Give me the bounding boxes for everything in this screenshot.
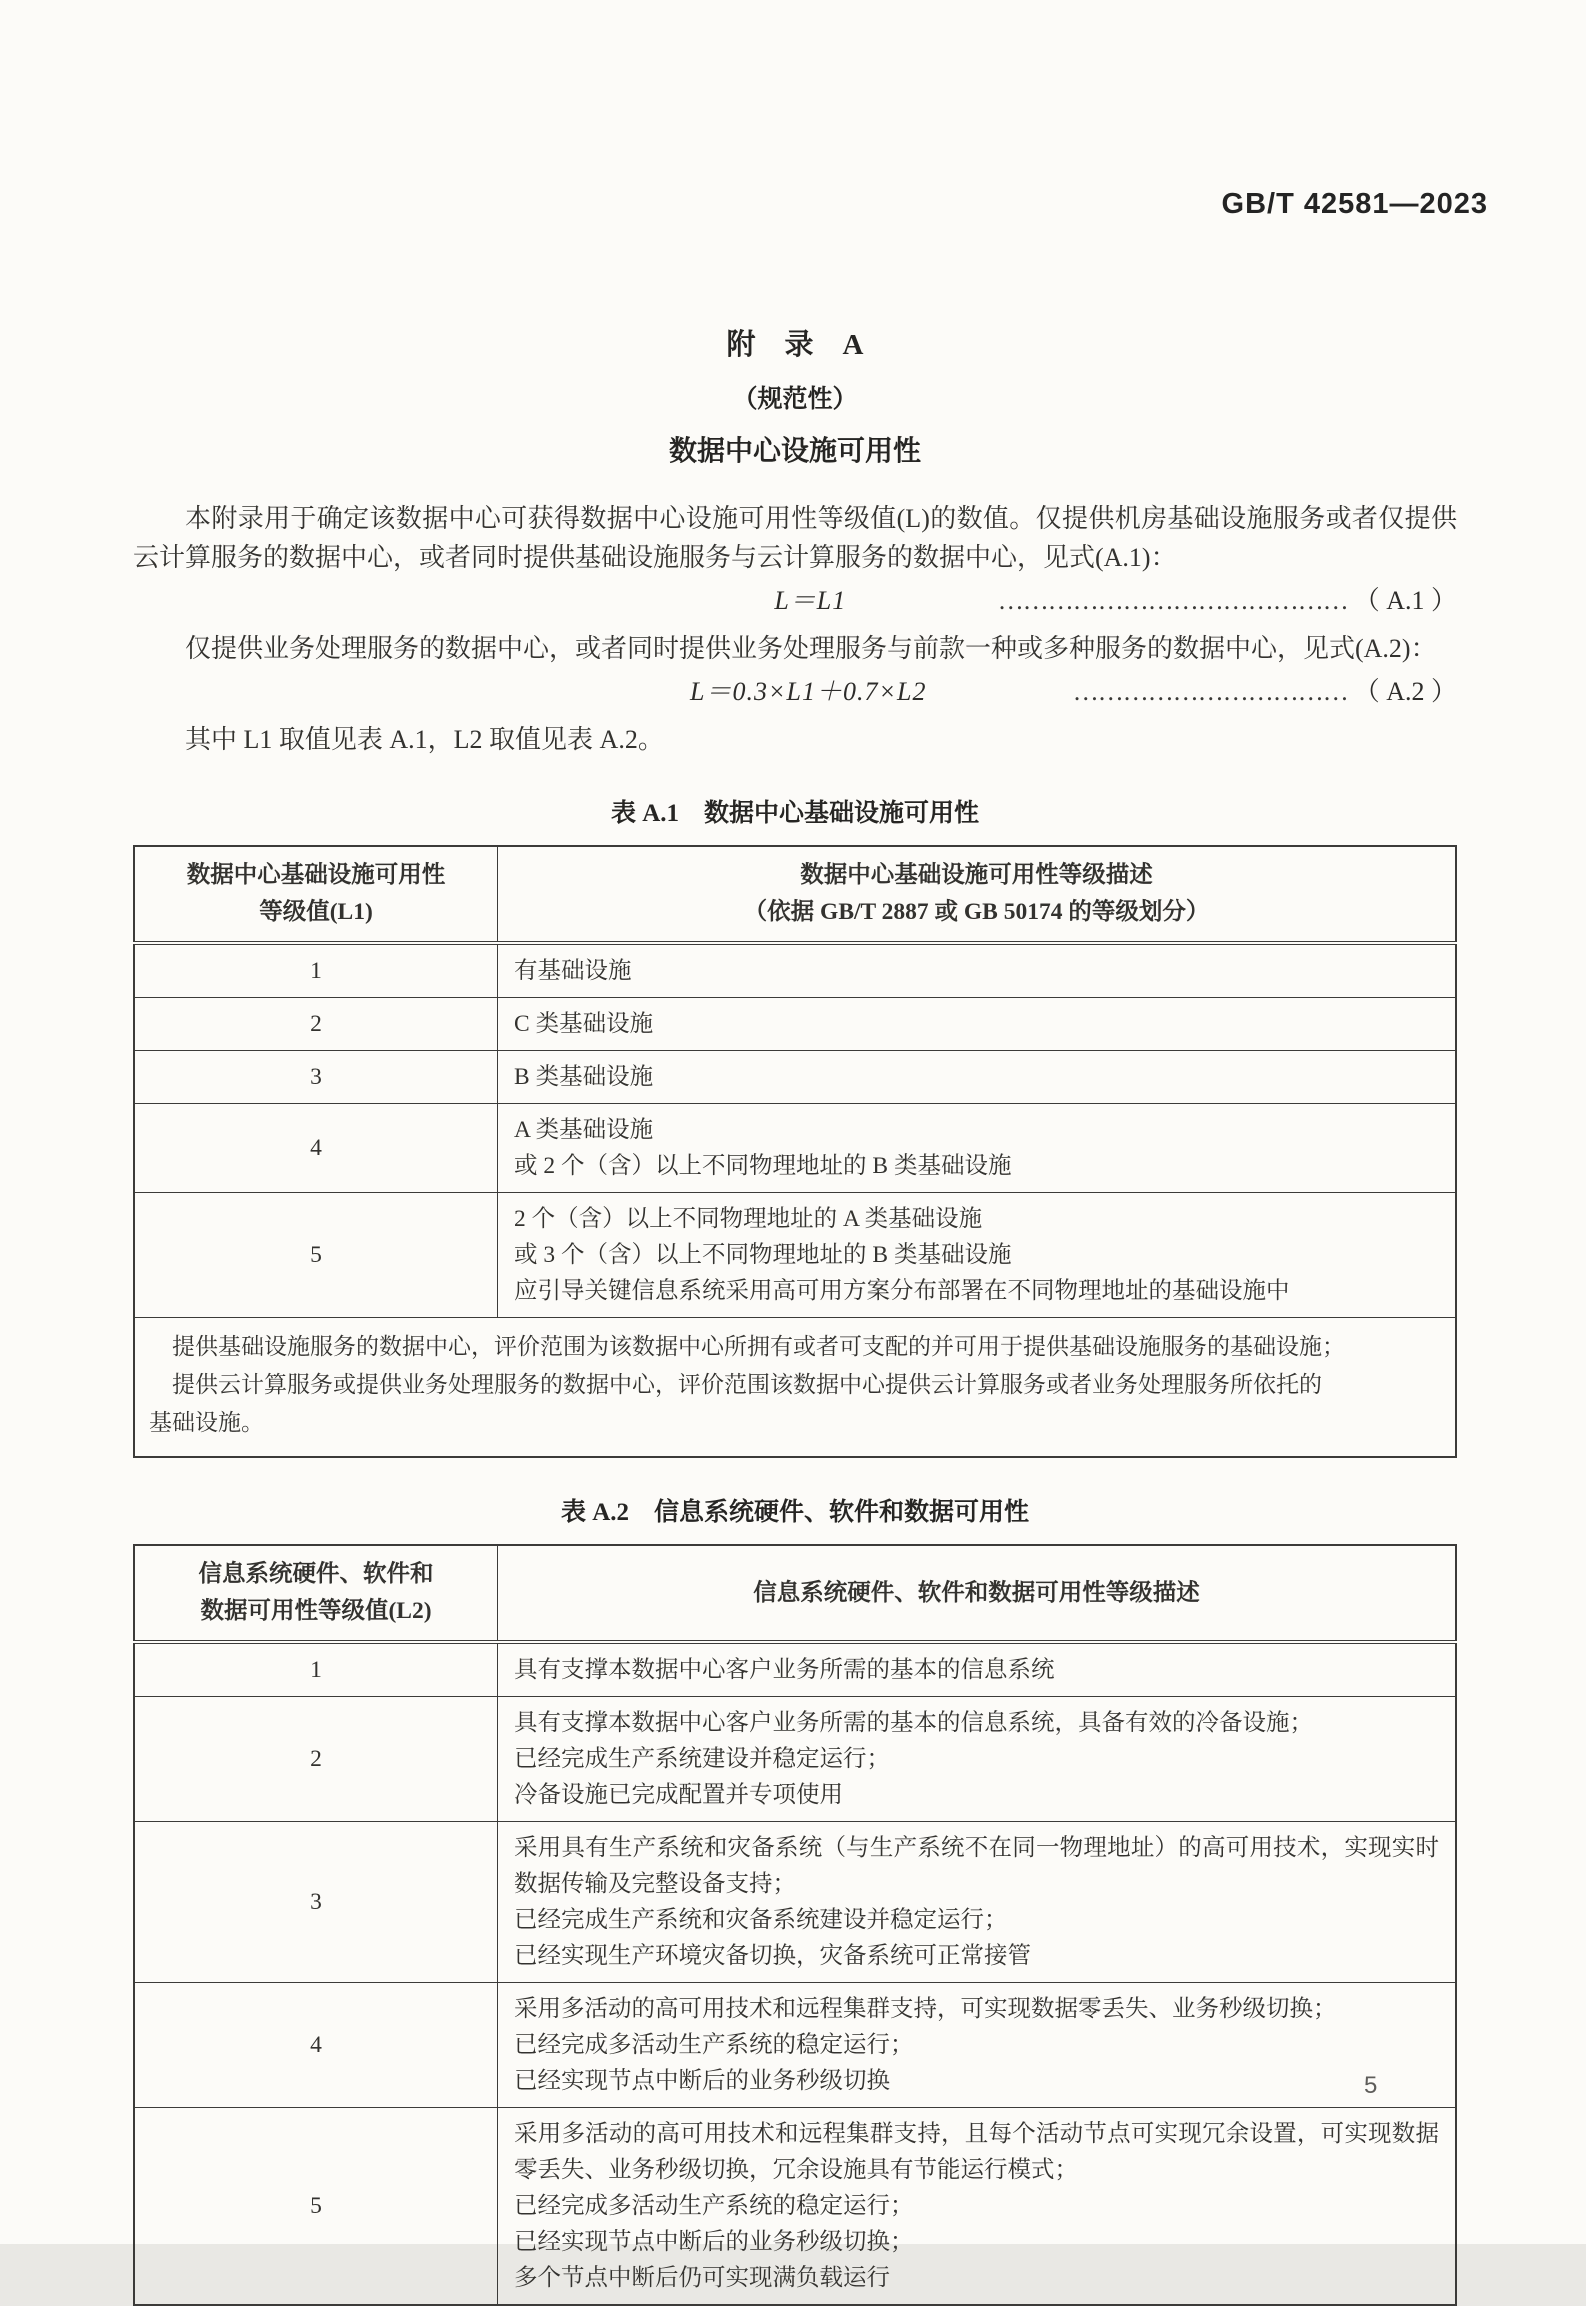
description-line: 具有支撑本数据中心客户业务所需的基本的信息系统 bbox=[514, 1657, 1055, 1683]
description-line: 采用多活动的高可用技术和远程集群支持，且每个活动节点可实现冗余设置，可实现数据零丢失、业务秒级切换，冗余设施具有节能运行模式； bbox=[514, 2121, 1439, 2183]
table-a2 bbox=[133, 1544, 1457, 2306]
description-line: 已经实现节点中断后的业务秒级切换 bbox=[514, 2068, 891, 2094]
description-line: 多个节点中断后仍可实现满负载运行 bbox=[514, 2265, 891, 2291]
formula-a2-expression: L＝0.3×L1＋0.7×L2 bbox=[690, 677, 927, 706]
description-line: 有基础设施 bbox=[514, 958, 632, 984]
table-a1-caption: 表 A.1 数据中心基础设施可用性 bbox=[610, 800, 980, 827]
description-line: 已经实现生产环境灾备切换，灾备系统可正常接管 bbox=[514, 1943, 1032, 1969]
level-description bbox=[498, 943, 1456, 998]
description-line: B 类基础设施 bbox=[514, 1064, 654, 1090]
description-line: 具有支撑本数据中心客户业务所需的基本的信息系统，具备有效的冷备设施； bbox=[514, 1710, 1314, 1736]
table-a1-col2-header bbox=[498, 846, 1456, 943]
level-description bbox=[498, 1193, 1456, 1318]
description-line: 已经完成生产系统和灾备系统建设并稳定运行； bbox=[514, 1907, 1008, 1933]
level-description bbox=[498, 2108, 1456, 2306]
formula-a1-expression: L＝L1 bbox=[774, 586, 847, 615]
level-description bbox=[498, 1642, 1456, 1697]
table-a1-footnote-row bbox=[134, 1318, 1456, 1458]
formula-a1-label: （ A.1 ） bbox=[1353, 586, 1457, 615]
header-line: 数据中心基础设施可用性等级描述 bbox=[800, 862, 1153, 888]
formula-a2 bbox=[133, 670, 1457, 714]
description-line: A 类基础设施 bbox=[514, 1117, 654, 1143]
table-row bbox=[134, 1983, 1456, 2108]
description-line: C 类基础设施 bbox=[514, 1011, 654, 1037]
level-value: 4 bbox=[134, 1983, 498, 2108]
table-a2-caption: 表 A.2 信息系统硬件、软件和数据可用性 bbox=[560, 1499, 1030, 1526]
table-a1-footnote bbox=[134, 1318, 1456, 1458]
header-line: （依据 GB/T 2887 或 GB 50174 的等级划分） bbox=[743, 899, 1210, 925]
footnote-line: 基础设施。 bbox=[149, 1410, 264, 1435]
table-row bbox=[134, 1642, 1456, 1697]
paragraph-business: 仅提供业务处理服务的数据中心，或者同时提供业务处理服务与前款一种或多种服务的数据中心，见式(A.2)： bbox=[185, 634, 1437, 663]
table-row bbox=[134, 1051, 1456, 1104]
header-line: 数据可用性等级值(L2) bbox=[200, 1598, 432, 1624]
level-description bbox=[498, 998, 1456, 1051]
header-line: 信息系统硬件、软件和数据可用性等级描述 bbox=[753, 1579, 1200, 1606]
description-line: 应引导关键信息系统采用高可用方案分布部署在不同物理地址的基础设施中 bbox=[514, 1278, 1290, 1304]
level-description bbox=[498, 1051, 1456, 1104]
paragraph-reference: 其中 L1 取值见表 A.1，L2 取值见表 A.2。 bbox=[185, 725, 664, 754]
description-line: 已经完成多活动生产系统的稳定运行； bbox=[514, 2193, 914, 2219]
table-row bbox=[134, 2108, 1456, 2306]
level-value: 5 bbox=[134, 2108, 498, 2306]
level-value: 2 bbox=[134, 998, 498, 1051]
table-a2-col2-header bbox=[498, 1545, 1456, 1642]
level-description bbox=[498, 1104, 1456, 1193]
appendix-title: 附 录 A bbox=[726, 329, 864, 361]
formula-a1-right bbox=[846, 579, 1457, 623]
formula-a1 bbox=[133, 579, 1457, 623]
page-number: 5 bbox=[1364, 2072, 1378, 2099]
description-line: 2 个（含）以上不同物理地址的 A 类基础设施 bbox=[514, 1206, 983, 1232]
level-value: 1 bbox=[134, 943, 498, 998]
dot-leader: …………………………… bbox=[1072, 677, 1348, 706]
table-a2-header-row bbox=[134, 1545, 1456, 1642]
header-line: 信息系统硬件、软件和 bbox=[198, 1561, 434, 1587]
level-value: 5 bbox=[134, 1193, 498, 1318]
description-line: 或 3 个（含）以上不同物理地址的 B 类基础设施 bbox=[514, 1242, 1012, 1268]
level-value: 1 bbox=[134, 1642, 498, 1697]
description-line: 采用具有生产系统和灾备系统（与生产系统不在同一物理地址）的高可用技术，实现实时数据传输及完整设备支持； bbox=[514, 1835, 1439, 1897]
table-row bbox=[134, 1104, 1456, 1193]
page-content bbox=[133, 322, 1457, 2306]
level-value: 3 bbox=[134, 1051, 498, 1104]
standard-number: GB/T 42581—2023 bbox=[1221, 188, 1488, 220]
header-line: 等级值(L1) bbox=[259, 899, 373, 925]
appendix-normative-label: （规范性） bbox=[732, 386, 858, 413]
table-row bbox=[134, 1822, 1456, 1983]
dot-leader: …………………………………… bbox=[997, 586, 1348, 615]
table-row bbox=[134, 1193, 1456, 1318]
footnote-line: 提供基础设施服务的数据中心，评价范围为该数据中心所拥有或者可支配的并可用于提供基础设施服务的基础设施； bbox=[172, 1334, 1345, 1359]
table-a1 bbox=[133, 845, 1457, 1458]
formula-a2-label: （ A.2 ） bbox=[1353, 677, 1457, 706]
description-line: 已经实现节点中断后的业务秒级切换； bbox=[514, 2229, 914, 2255]
table-a2-col1-header bbox=[134, 1545, 498, 1642]
level-description bbox=[498, 1697, 1456, 1822]
description-line: 或 2 个（含）以上不同物理地址的 B 类基础设施 bbox=[514, 1153, 1012, 1179]
level-value: 3 bbox=[134, 1822, 498, 1983]
description-line: 已经完成生产系统建设并稳定运行； bbox=[514, 1746, 891, 1772]
level-description bbox=[498, 1983, 1456, 2108]
level-description bbox=[498, 1822, 1456, 1983]
paragraph-intro: 本附录用于确定该数据中心可获得数据中心设施可用性等级值(L)的数值。仅提供机房基础设施服务或者仅提供云计算服务的数据中心，或者同时提供基础设施服务与云计算服务的数据中心，见式(A.1)： bbox=[133, 504, 1457, 572]
formula-a2-right bbox=[927, 670, 1458, 714]
table-row bbox=[134, 943, 1456, 998]
header-line: 数据中心基础设施可用性 bbox=[186, 862, 446, 888]
level-value: 4 bbox=[134, 1104, 498, 1193]
footnote-line: 提供云计算服务或提供业务处理服务的数据中心，评价范围该数据中心提供云计算服务或者业务处理服务所依托的 bbox=[172, 1372, 1322, 1397]
description-line: 冷备设施已完成配置并专项使用 bbox=[514, 1782, 844, 1808]
description-line: 采用多活动的高可用技术和远程集群支持，可实现数据零丢失、业务秒级切换； bbox=[514, 1996, 1337, 2022]
table-a1-col1-header bbox=[134, 846, 498, 943]
appendix-subject-title: 数据中心设施可用性 bbox=[668, 436, 921, 467]
table-a1-header-row bbox=[134, 846, 1456, 943]
level-value: 2 bbox=[134, 1697, 498, 1822]
table-row bbox=[134, 998, 1456, 1051]
description-line: 已经完成多活动生产系统的稳定运行； bbox=[514, 2032, 914, 2058]
table-row bbox=[134, 1697, 1456, 1822]
